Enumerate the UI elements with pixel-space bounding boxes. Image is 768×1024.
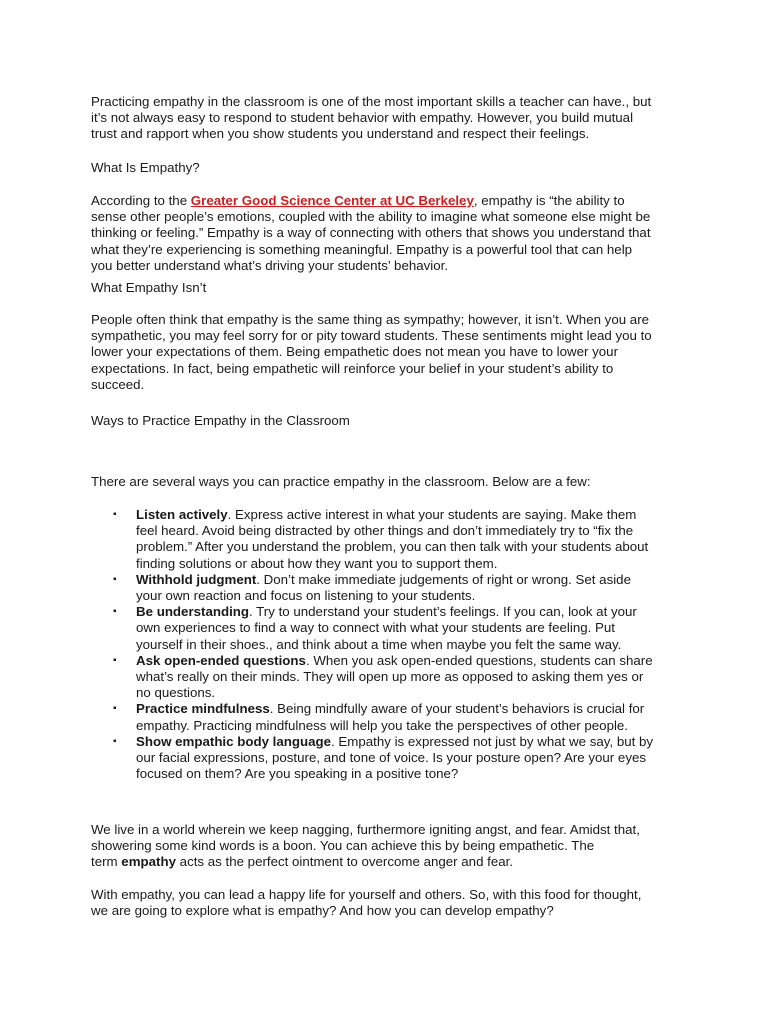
list-item-text: no questions. — [136, 685, 216, 701]
intro-paragraph — [91, 94, 681, 143]
list-item-text: what’s really on their minds. They will open up more as opposed to asking them yes or — [136, 669, 644, 685]
list-item-text: . When you ask open-ended questions, students can share — [305, 652, 653, 668]
list-item-text: yourself in their shoes., and think about a time when maybe you felt the same way. — [136, 636, 622, 652]
list-item — [91, 572, 681, 604]
list-item — [91, 734, 681, 783]
sympathy-line: succeed. — [91, 376, 145, 392]
list-item-text: . Express active interest in what your students are saying. Make them — [227, 507, 637, 522]
definition-line: , empathy is “the ability to — [473, 193, 625, 208]
intro-line: it’s not always easy to respond to student behavior with empathy. However, you build mutual — [91, 110, 634, 126]
list-item-text: your own reaction and focus on listening to your students. — [136, 588, 476, 604]
practice-list — [91, 507, 681, 782]
list-item — [91, 701, 681, 733]
list-item-text: . Being mindfully aware of your student’s behaviors is crucial for — [269, 701, 645, 717]
list-item-term: Be understanding — [136, 604, 250, 620]
list-item-text: empathy. Practicing mindfulness will help you take the perspectives of other people. — [136, 717, 629, 733]
list-item-text: . Empathy is expressed not just by what we say, but by — [331, 733, 654, 749]
bullet-marker-icon: ▪ — [113, 573, 117, 585]
closing-line: With empathy, you can lead a happy life for yourself and others. So, with this food for thought, — [91, 887, 642, 902]
list-item-text: focused on them? Are you speaking in a positive tone? — [136, 766, 459, 782]
list-item-term: Show empathic body language — [136, 733, 332, 749]
sympathy-line: People often think that empathy is the same thing as sympathy; however, it isn’t. When you are — [91, 312, 650, 327]
sympathy-paragraph — [91, 312, 681, 393]
list-item-term: Practice mindfulness — [136, 701, 270, 717]
definition-prefix: According to the — [91, 193, 191, 208]
heading-ways-to-practice: Ways to Practice Empathy in the Classroom — [91, 413, 350, 428]
world-line: acts as the perfect ointment to overcome anger and fear. — [175, 854, 514, 870]
list-item — [91, 653, 681, 702]
bullet-marker-icon: ▪ — [113, 509, 117, 520]
definition-paragraph — [91, 193, 681, 274]
list-item-term: Withhold judgment — [136, 571, 257, 587]
list-item-text: feel heard. Avoid being distracted by other things and don’t immediately try to “fix the — [136, 523, 634, 539]
bullet-marker-icon: ▪ — [113, 606, 117, 618]
intro-line: Practicing empathy in the classroom is one of the most important skills a teacher can have., but — [91, 94, 652, 109]
sympathy-line: expectations. In fact, being empathetic will reinforce your belief in your student’s ability to — [91, 360, 614, 376]
list-item-text: . Try to understand your student’s feelings. If you can, look at your — [249, 604, 637, 620]
bullet-marker-icon: ▪ — [113, 654, 117, 666]
list-item-text: problem.” After you understand the problem, you can then talk with your students about — [136, 539, 649, 555]
definition-line: you better understand what’s driving your students’ behavior. — [91, 257, 449, 273]
list-item — [91, 604, 681, 653]
world-line: showering some kind words is a boon. You can achieve this by being empathetic. The — [91, 838, 595, 854]
list-item-text: finding solutions or about how they want you to support them. — [136, 555, 498, 571]
list-item-text: our facial expressions, posture, and tone of voice. Is your posture open? Are your eyes — [136, 750, 647, 766]
empathy-term: empathy — [121, 854, 176, 870]
bullet-marker-icon: ▪ — [113, 703, 117, 715]
heading-what-is-empathy: What Is Empathy? — [91, 160, 200, 175]
world-line: We live in a world wherein we keep nagging, furthermore igniting angst, and fear. Amidst that, — [91, 822, 640, 837]
bullet-marker-icon: ▪ — [113, 735, 117, 747]
intro-line: trust and rapport when you show students you understand and respect their feelings. — [91, 126, 590, 142]
ways-intro: There are several ways you can practice empathy in the classroom. Below are a few: — [91, 474, 591, 489]
list-item-term: Ask open-ended questions — [136, 652, 306, 668]
sympathy-line: sympathetic, you may feel sorry for or pity toward students. These sentiments might lead you to — [91, 328, 652, 344]
world-paragraph — [91, 822, 681, 871]
heading-what-empathy-isnt: What Empathy Isn’t — [91, 280, 207, 295]
world-line: term — [91, 854, 122, 870]
sympathy-line: lower your expectations of them. Being empathetic does not mean you have to lower your — [91, 344, 618, 360]
list-item-term: Listen actively — [136, 507, 228, 522]
definition-line: thinking or feeling.” Empathy is a way of connecting with others that shows you understand that — [91, 225, 651, 241]
closing-line: we are going to explore what is empathy? And how you can develop empathy? — [91, 903, 554, 919]
closing-paragraph — [91, 887, 681, 919]
list-item-text: own experiences to find a way to connect with what your students are feeling. Put — [136, 620, 615, 636]
greater-good-link[interactable]: Greater Good Science Center at UC Berkeley — [190, 193, 474, 208]
list-item-text: . Don’t make immediate judgements of right or wrong. Set aside — [256, 571, 631, 587]
definition-line: sense other people’s emotions, coupled with the ability to imagine what someone else might be — [91, 209, 651, 225]
definition-line: what they’re experiencing is something meaningful. Empathy is a powerful tool that can help — [91, 241, 633, 257]
list-item — [91, 507, 681, 572]
